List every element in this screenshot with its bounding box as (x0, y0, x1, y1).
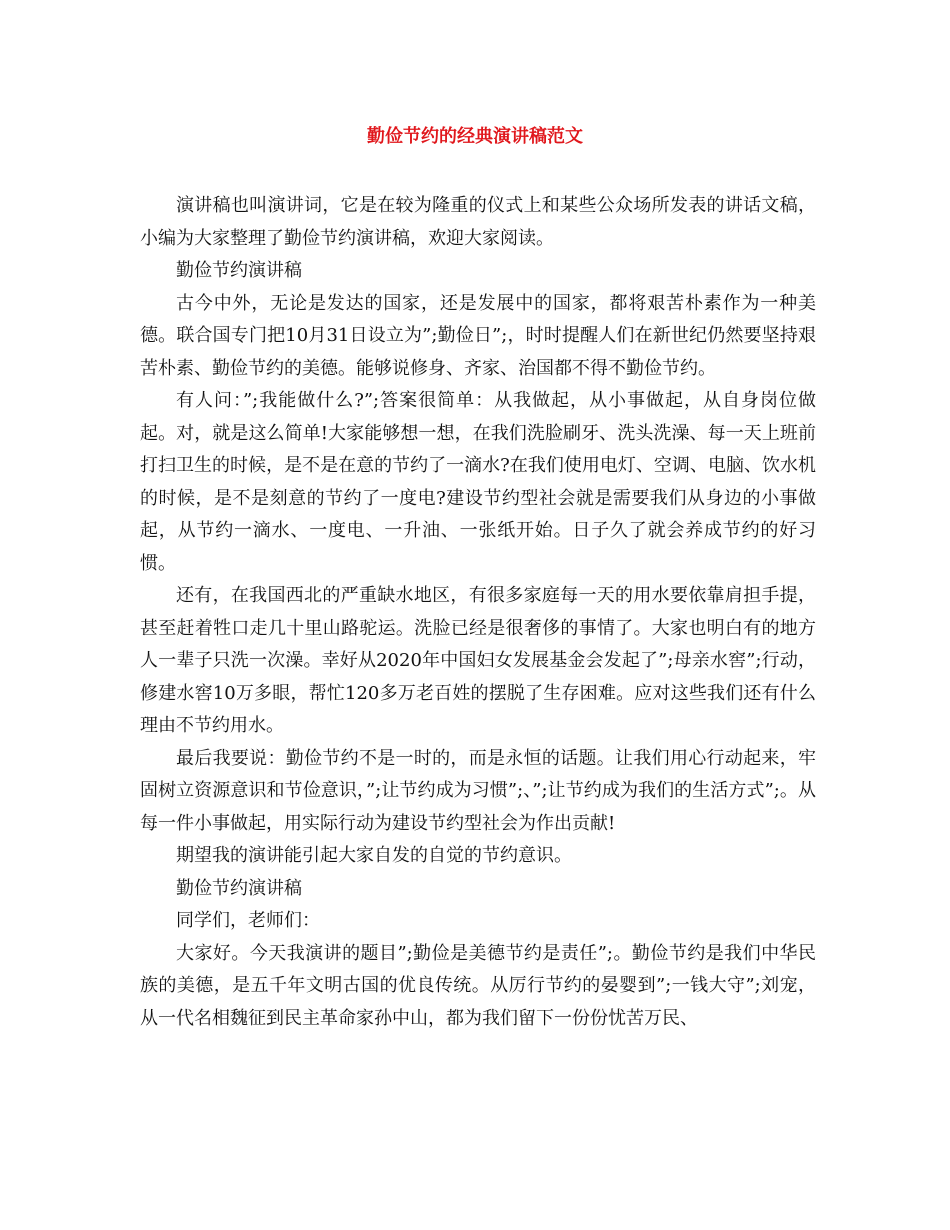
section-heading: 勤俭节约演讲稿 (176, 877, 302, 899)
salutation: 同学们，老师们： (176, 910, 320, 931)
paragraph-intro: 演讲稿也叫演讲词，它是在较为隆重的仪式上和某些公众场所发表的讲话文稿，小编为大家整理了勤俭节约演讲稿，欢迎大家阅读。 (140, 195, 816, 249)
document-body (140, 190, 816, 1035)
paragraph: 有人问：”;我能做什么?”;答案很简单：从我做起，从小事做起，从自身岗位做起。对，就是这么简单!大家能够想一想，在我们洗脸刷牙、洗头洗澡、每一天上班前打扫卫生的时候，是不是在意的节约了一滴水?在我们使用电灯、空调、电脑、饮水机的时候，是不是刻意的节约了一度电?建设节约型社会就是需要我们从身边的小事做起，从节约一滴水、一度电、一升油、一张纸开始。日子久了就会养成节约的好习惯。 (140, 390, 816, 574)
paragraph: 大家好。今天我演讲的题目”;勤俭是美德节约是责任”;。勤俭节约是我们中华民族的美德，是五千年文明古国的优良传统。从厉行节约的晏婴到”;一钱大守”;刘宠，从一代名相魏征到民主革命家孙中山，都为我们留下一份份忧苦万民、 (140, 942, 816, 1029)
paragraph: 期望我的演讲能引起大家自发的自觉的节约意识。 (176, 845, 572, 866)
paragraph: 最后我要说：勤俭节约不是一时的，而是永恒的话题。让我们用心行动起来，牢固树立资源意识和节俭意识，”;让节约成为习惯”;、”;让节约成为我们的生活方式”;。从每一件小事做起，用实际行动为建设节约型社会为作出贡献! (140, 747, 816, 834)
paragraph: 还有，在我国西北的严重缺水地区，有很多家庭每一天的用水要依靠肩担手提，甚至赶着牲口走几十里山路驼运。洗脸已经是很奢侈的事情了。大家也明白有的地方人一辈子只洗一次澡。幸好从2020年中国妇女发展基金会发起了”;母亲水窖”;行动，修建水窖10万多眼，帮忙120多万老百姓的摆脱了生存困难。应对这些我们还有什么理由不节约用水。 (140, 585, 816, 736)
section-heading: 勤俭节约演讲稿 (176, 260, 302, 281)
paragraph: 古今中外，无论是发达的国家，还是发展中的国家，都将艰苦朴素作为一种美德。联合国专门把10月31日设立为”;勤俭日”;，时时提醒人们在新世纪仍然要坚持艰苦朴素、勤俭节约的美德。能够说修身、齐家、治国都不得不勤俭节约。 (140, 292, 816, 379)
document-title: 勤俭节约的经典演讲稿范文 (367, 126, 583, 147)
